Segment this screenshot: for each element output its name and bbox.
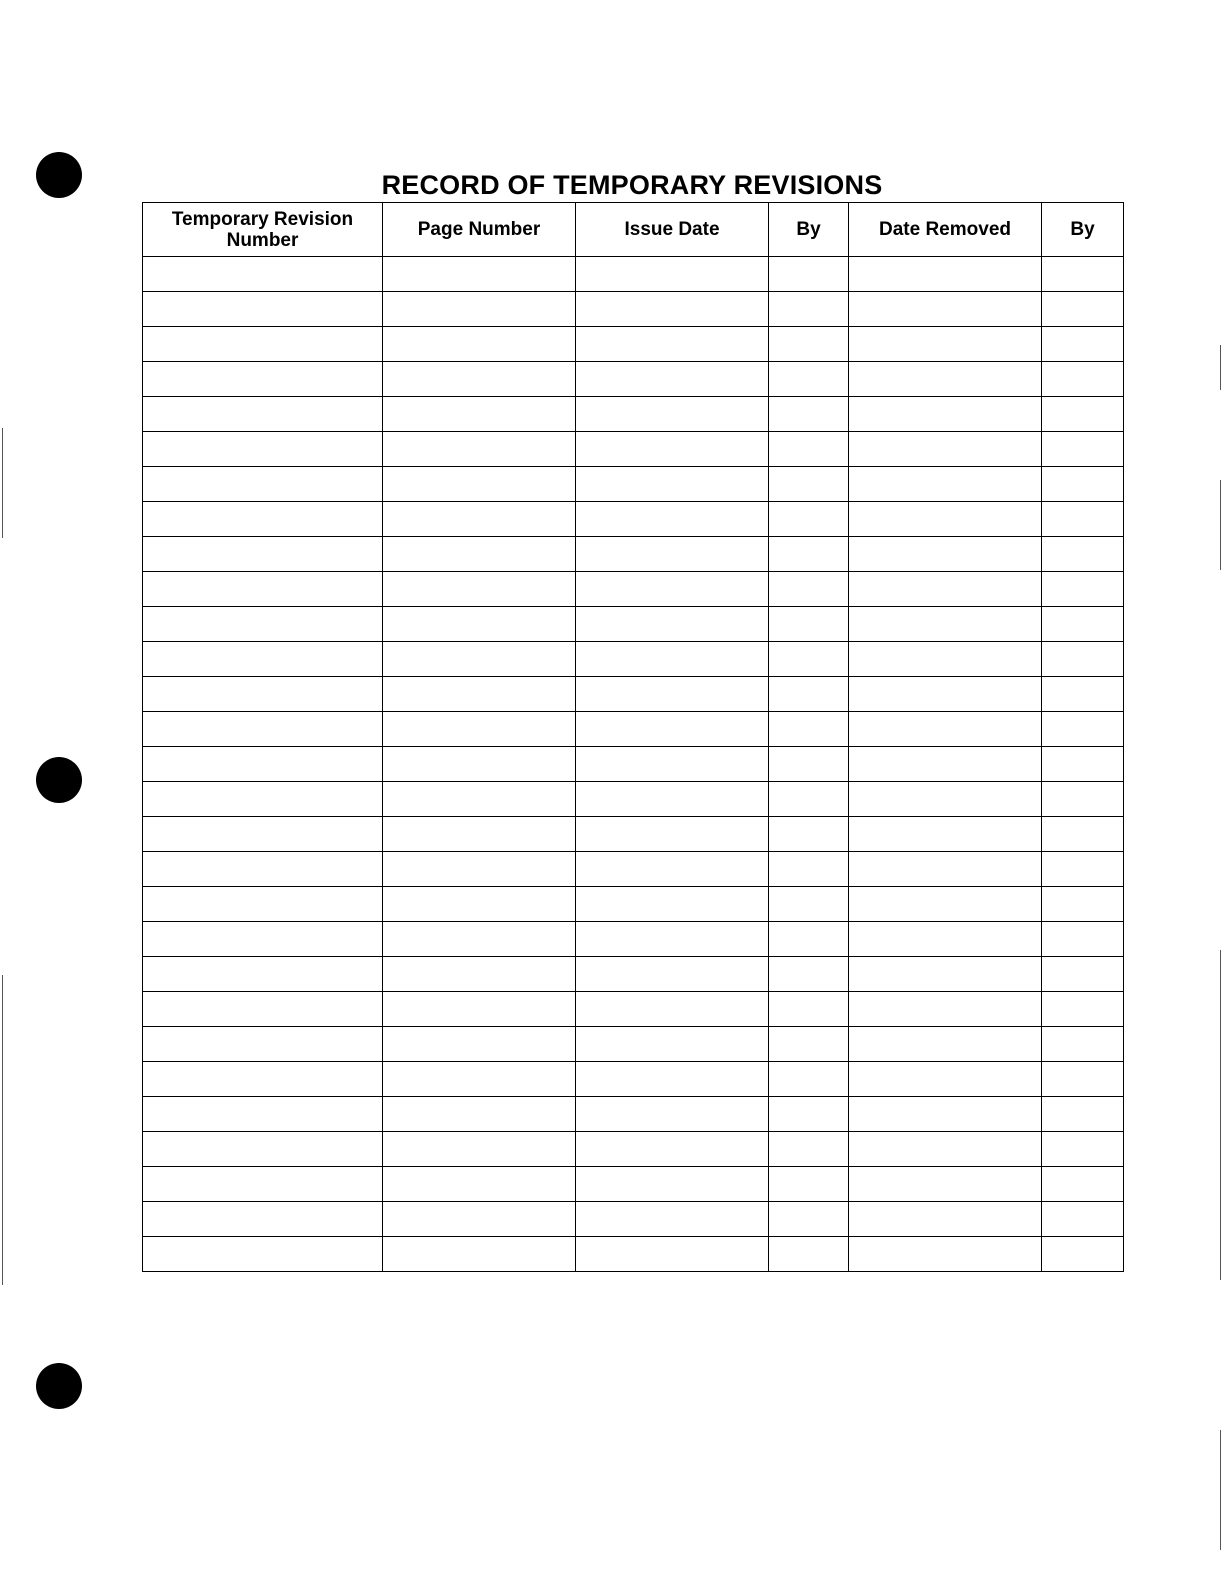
date-removed-cell — [849, 747, 1042, 782]
date-removed-cell — [849, 642, 1042, 677]
temporary-revision-number-cell — [143, 957, 383, 992]
page-number-cell — [383, 362, 576, 397]
column-header-removed-by: By — [1042, 203, 1124, 257]
table-row — [143, 432, 1124, 467]
removed-by-cell — [1042, 1062, 1124, 1097]
table-row — [143, 467, 1124, 502]
date-removed-cell — [849, 1202, 1042, 1237]
by-cell — [769, 537, 849, 572]
removed-by-cell — [1042, 257, 1124, 292]
removed-by-cell — [1042, 677, 1124, 712]
page-number-cell — [383, 1167, 576, 1202]
table-row — [143, 782, 1124, 817]
issue-date-cell — [576, 817, 769, 852]
table-row — [143, 537, 1124, 572]
issue-date-cell — [576, 292, 769, 327]
temporary-revision-number-cell — [143, 887, 383, 922]
date-removed-cell — [849, 607, 1042, 642]
issue-date-cell — [576, 327, 769, 362]
page-number-cell — [383, 992, 576, 1027]
issue-date-cell — [576, 1062, 769, 1097]
table-row — [143, 1202, 1124, 1237]
by-cell — [769, 607, 849, 642]
issue-date-cell — [576, 362, 769, 397]
date-removed-cell — [849, 817, 1042, 852]
temporary-revision-number-cell — [143, 747, 383, 782]
by-cell — [769, 467, 849, 502]
table-row — [143, 747, 1124, 782]
scan-margin-mark — [1220, 345, 1221, 390]
temporary-revision-number-cell — [143, 292, 383, 327]
removed-by-cell — [1042, 642, 1124, 677]
removed-by-cell — [1042, 607, 1124, 642]
by-cell — [769, 1097, 849, 1132]
temporary-revision-number-cell — [143, 1202, 383, 1237]
removed-by-cell — [1042, 467, 1124, 502]
by-cell — [769, 502, 849, 537]
column-header-issue-date: Issue Date — [576, 203, 769, 257]
temporary-revision-number-cell — [143, 537, 383, 572]
table-row — [143, 1027, 1124, 1062]
page-number-cell — [383, 852, 576, 887]
table-row — [143, 887, 1124, 922]
by-cell — [769, 1202, 849, 1237]
issue-date-cell — [576, 782, 769, 817]
page-number-cell — [383, 292, 576, 327]
issue-date-cell — [576, 747, 769, 782]
issue-date-cell — [576, 922, 769, 957]
temporary-revision-number-cell — [143, 362, 383, 397]
issue-date-cell — [576, 1202, 769, 1237]
by-cell — [769, 642, 849, 677]
table-row — [143, 712, 1124, 747]
by-cell — [769, 292, 849, 327]
temporary-revision-number-cell — [143, 1097, 383, 1132]
date-removed-cell — [849, 992, 1042, 1027]
date-removed-cell — [849, 467, 1042, 502]
temporary-revision-number-cell — [143, 852, 383, 887]
issue-date-cell — [576, 572, 769, 607]
table-row — [143, 1097, 1124, 1132]
column-header-temporary-revision-number: Temporary Revision Number — [143, 203, 383, 257]
date-removed-cell — [849, 1237, 1042, 1272]
column-header-date-removed: Date Removed — [849, 203, 1042, 257]
issue-date-cell — [576, 432, 769, 467]
table-row — [143, 922, 1124, 957]
issue-date-cell — [576, 677, 769, 712]
temporary-revision-number-cell — [143, 1167, 383, 1202]
page-number-cell — [383, 922, 576, 957]
temporary-revision-number-cell — [143, 467, 383, 502]
date-removed-cell — [849, 537, 1042, 572]
scan-margin-mark — [1220, 950, 1221, 1280]
by-cell — [769, 782, 849, 817]
column-header-page-number: Page Number — [383, 203, 576, 257]
page-number-cell — [383, 537, 576, 572]
issue-date-cell — [576, 1027, 769, 1062]
temporary-revision-number-cell — [143, 607, 383, 642]
issue-date-cell — [576, 992, 769, 1027]
page-number-cell — [383, 1132, 576, 1167]
issue-date-cell — [576, 852, 769, 887]
column-header-by: By — [769, 203, 849, 257]
page-number-cell — [383, 502, 576, 537]
date-removed-cell — [849, 432, 1042, 467]
by-cell — [769, 957, 849, 992]
temporary-revision-number-cell — [143, 677, 383, 712]
removed-by-cell — [1042, 537, 1124, 572]
by-cell — [769, 1062, 849, 1097]
date-removed-cell — [849, 887, 1042, 922]
issue-date-cell — [576, 397, 769, 432]
page-number-cell — [383, 712, 576, 747]
page-number-cell — [383, 782, 576, 817]
date-removed-cell — [849, 852, 1042, 887]
table-row — [143, 642, 1124, 677]
page-number-cell — [383, 957, 576, 992]
removed-by-cell — [1042, 887, 1124, 922]
punch-hole-bottom — [36, 1363, 82, 1409]
page-number-cell — [383, 1237, 576, 1272]
removed-by-cell — [1042, 712, 1124, 747]
table-header-row — [143, 203, 1124, 257]
page-number-cell — [383, 257, 576, 292]
date-removed-cell — [849, 327, 1042, 362]
removed-by-cell — [1042, 1097, 1124, 1132]
by-cell — [769, 677, 849, 712]
page-title: RECORD OF TEMPORARY REVISIONS — [381, 170, 883, 201]
page-number-cell — [383, 1097, 576, 1132]
punch-hole-middle — [36, 757, 82, 803]
temporary-revision-number-cell — [143, 432, 383, 467]
temporary-revision-number-cell — [143, 992, 383, 1027]
removed-by-cell — [1042, 397, 1124, 432]
by-cell — [769, 397, 849, 432]
page-number-cell — [383, 1202, 576, 1237]
removed-by-cell — [1042, 1132, 1124, 1167]
removed-by-cell — [1042, 292, 1124, 327]
table-row — [143, 257, 1124, 292]
scan-margin-mark — [1220, 1430, 1221, 1550]
table-row — [143, 1062, 1124, 1097]
by-cell — [769, 1027, 849, 1062]
by-cell — [769, 922, 849, 957]
issue-date-cell — [576, 1237, 769, 1272]
date-removed-cell — [849, 292, 1042, 327]
table-row — [143, 677, 1124, 712]
removed-by-cell — [1042, 327, 1124, 362]
page-number-cell — [383, 1027, 576, 1062]
issue-date-cell — [576, 1097, 769, 1132]
temporary-revision-number-cell — [143, 922, 383, 957]
page-number-cell — [383, 677, 576, 712]
date-removed-cell — [849, 677, 1042, 712]
date-removed-cell — [849, 957, 1042, 992]
by-cell — [769, 992, 849, 1027]
temporary-revision-number-cell — [143, 572, 383, 607]
issue-date-cell — [576, 1167, 769, 1202]
page-number-cell — [383, 327, 576, 362]
page-number-cell — [383, 817, 576, 852]
issue-date-cell — [576, 1132, 769, 1167]
by-cell — [769, 362, 849, 397]
by-cell — [769, 712, 849, 747]
table-row — [143, 852, 1124, 887]
date-removed-cell — [849, 502, 1042, 537]
by-cell — [769, 257, 849, 292]
removed-by-cell — [1042, 572, 1124, 607]
temporary-revision-number-cell — [143, 712, 383, 747]
table-row — [143, 292, 1124, 327]
temporary-revision-number-cell — [143, 1062, 383, 1097]
removed-by-cell — [1042, 432, 1124, 467]
table-body — [143, 257, 1124, 1272]
issue-date-cell — [576, 887, 769, 922]
issue-date-cell — [576, 642, 769, 677]
issue-date-cell — [576, 957, 769, 992]
page-number-cell — [383, 887, 576, 922]
date-removed-cell — [849, 1097, 1042, 1132]
issue-date-cell — [576, 502, 769, 537]
by-cell — [769, 432, 849, 467]
issue-date-cell — [576, 607, 769, 642]
by-cell — [769, 817, 849, 852]
revision-record-table — [142, 202, 1124, 1272]
date-removed-cell — [849, 572, 1042, 607]
temporary-revision-number-cell — [143, 782, 383, 817]
table-row — [143, 327, 1124, 362]
issue-date-cell — [576, 467, 769, 502]
removed-by-cell — [1042, 852, 1124, 887]
temporary-revision-number-cell — [143, 1132, 383, 1167]
date-removed-cell — [849, 1027, 1042, 1062]
scan-margin-mark — [2, 975, 3, 1285]
temporary-revision-number-cell — [143, 1237, 383, 1272]
temporary-revision-number-cell — [143, 397, 383, 432]
page-number-cell — [383, 747, 576, 782]
scan-margin-mark — [1220, 480, 1221, 570]
page-number-cell — [383, 397, 576, 432]
table-row — [143, 1132, 1124, 1167]
removed-by-cell — [1042, 747, 1124, 782]
date-removed-cell — [849, 257, 1042, 292]
date-removed-cell — [849, 712, 1042, 747]
table-row — [143, 572, 1124, 607]
issue-date-cell — [576, 712, 769, 747]
table-row — [143, 502, 1124, 537]
removed-by-cell — [1042, 502, 1124, 537]
removed-by-cell — [1042, 1237, 1124, 1272]
by-cell — [769, 852, 849, 887]
removed-by-cell — [1042, 957, 1124, 992]
table-row — [143, 362, 1124, 397]
removed-by-cell — [1042, 1167, 1124, 1202]
by-cell — [769, 1132, 849, 1167]
table-row — [143, 397, 1124, 432]
removed-by-cell — [1042, 1027, 1124, 1062]
removed-by-cell — [1042, 362, 1124, 397]
temporary-revision-number-cell — [143, 257, 383, 292]
temporary-revision-number-cell — [143, 817, 383, 852]
date-removed-cell — [849, 782, 1042, 817]
date-removed-cell — [849, 922, 1042, 957]
date-removed-cell — [849, 362, 1042, 397]
page-number-cell — [383, 607, 576, 642]
removed-by-cell — [1042, 922, 1124, 957]
removed-by-cell — [1042, 1202, 1124, 1237]
issue-date-cell — [576, 257, 769, 292]
page-number-cell — [383, 572, 576, 607]
scan-margin-mark — [2, 428, 3, 538]
temporary-revision-number-cell — [143, 1027, 383, 1062]
removed-by-cell — [1042, 992, 1124, 1027]
temporary-revision-number-cell — [143, 502, 383, 537]
date-removed-cell — [849, 1167, 1042, 1202]
date-removed-cell — [849, 1132, 1042, 1167]
table-row — [143, 1167, 1124, 1202]
table-row — [143, 817, 1124, 852]
by-cell — [769, 1237, 849, 1272]
by-cell — [769, 1167, 849, 1202]
page-number-cell — [383, 1062, 576, 1097]
table-row — [143, 957, 1124, 992]
temporary-revision-number-cell — [143, 642, 383, 677]
date-removed-cell — [849, 397, 1042, 432]
removed-by-cell — [1042, 817, 1124, 852]
date-removed-cell — [849, 1062, 1042, 1097]
by-cell — [769, 887, 849, 922]
page-number-cell — [383, 432, 576, 467]
by-cell — [769, 747, 849, 782]
table-row — [143, 1237, 1124, 1272]
table-row — [143, 992, 1124, 1027]
temporary-revision-number-cell — [143, 327, 383, 362]
table-row — [143, 607, 1124, 642]
by-cell — [769, 327, 849, 362]
page-number-cell — [383, 467, 576, 502]
by-cell — [769, 572, 849, 607]
page-number-cell — [383, 642, 576, 677]
removed-by-cell — [1042, 782, 1124, 817]
issue-date-cell — [576, 537, 769, 572]
